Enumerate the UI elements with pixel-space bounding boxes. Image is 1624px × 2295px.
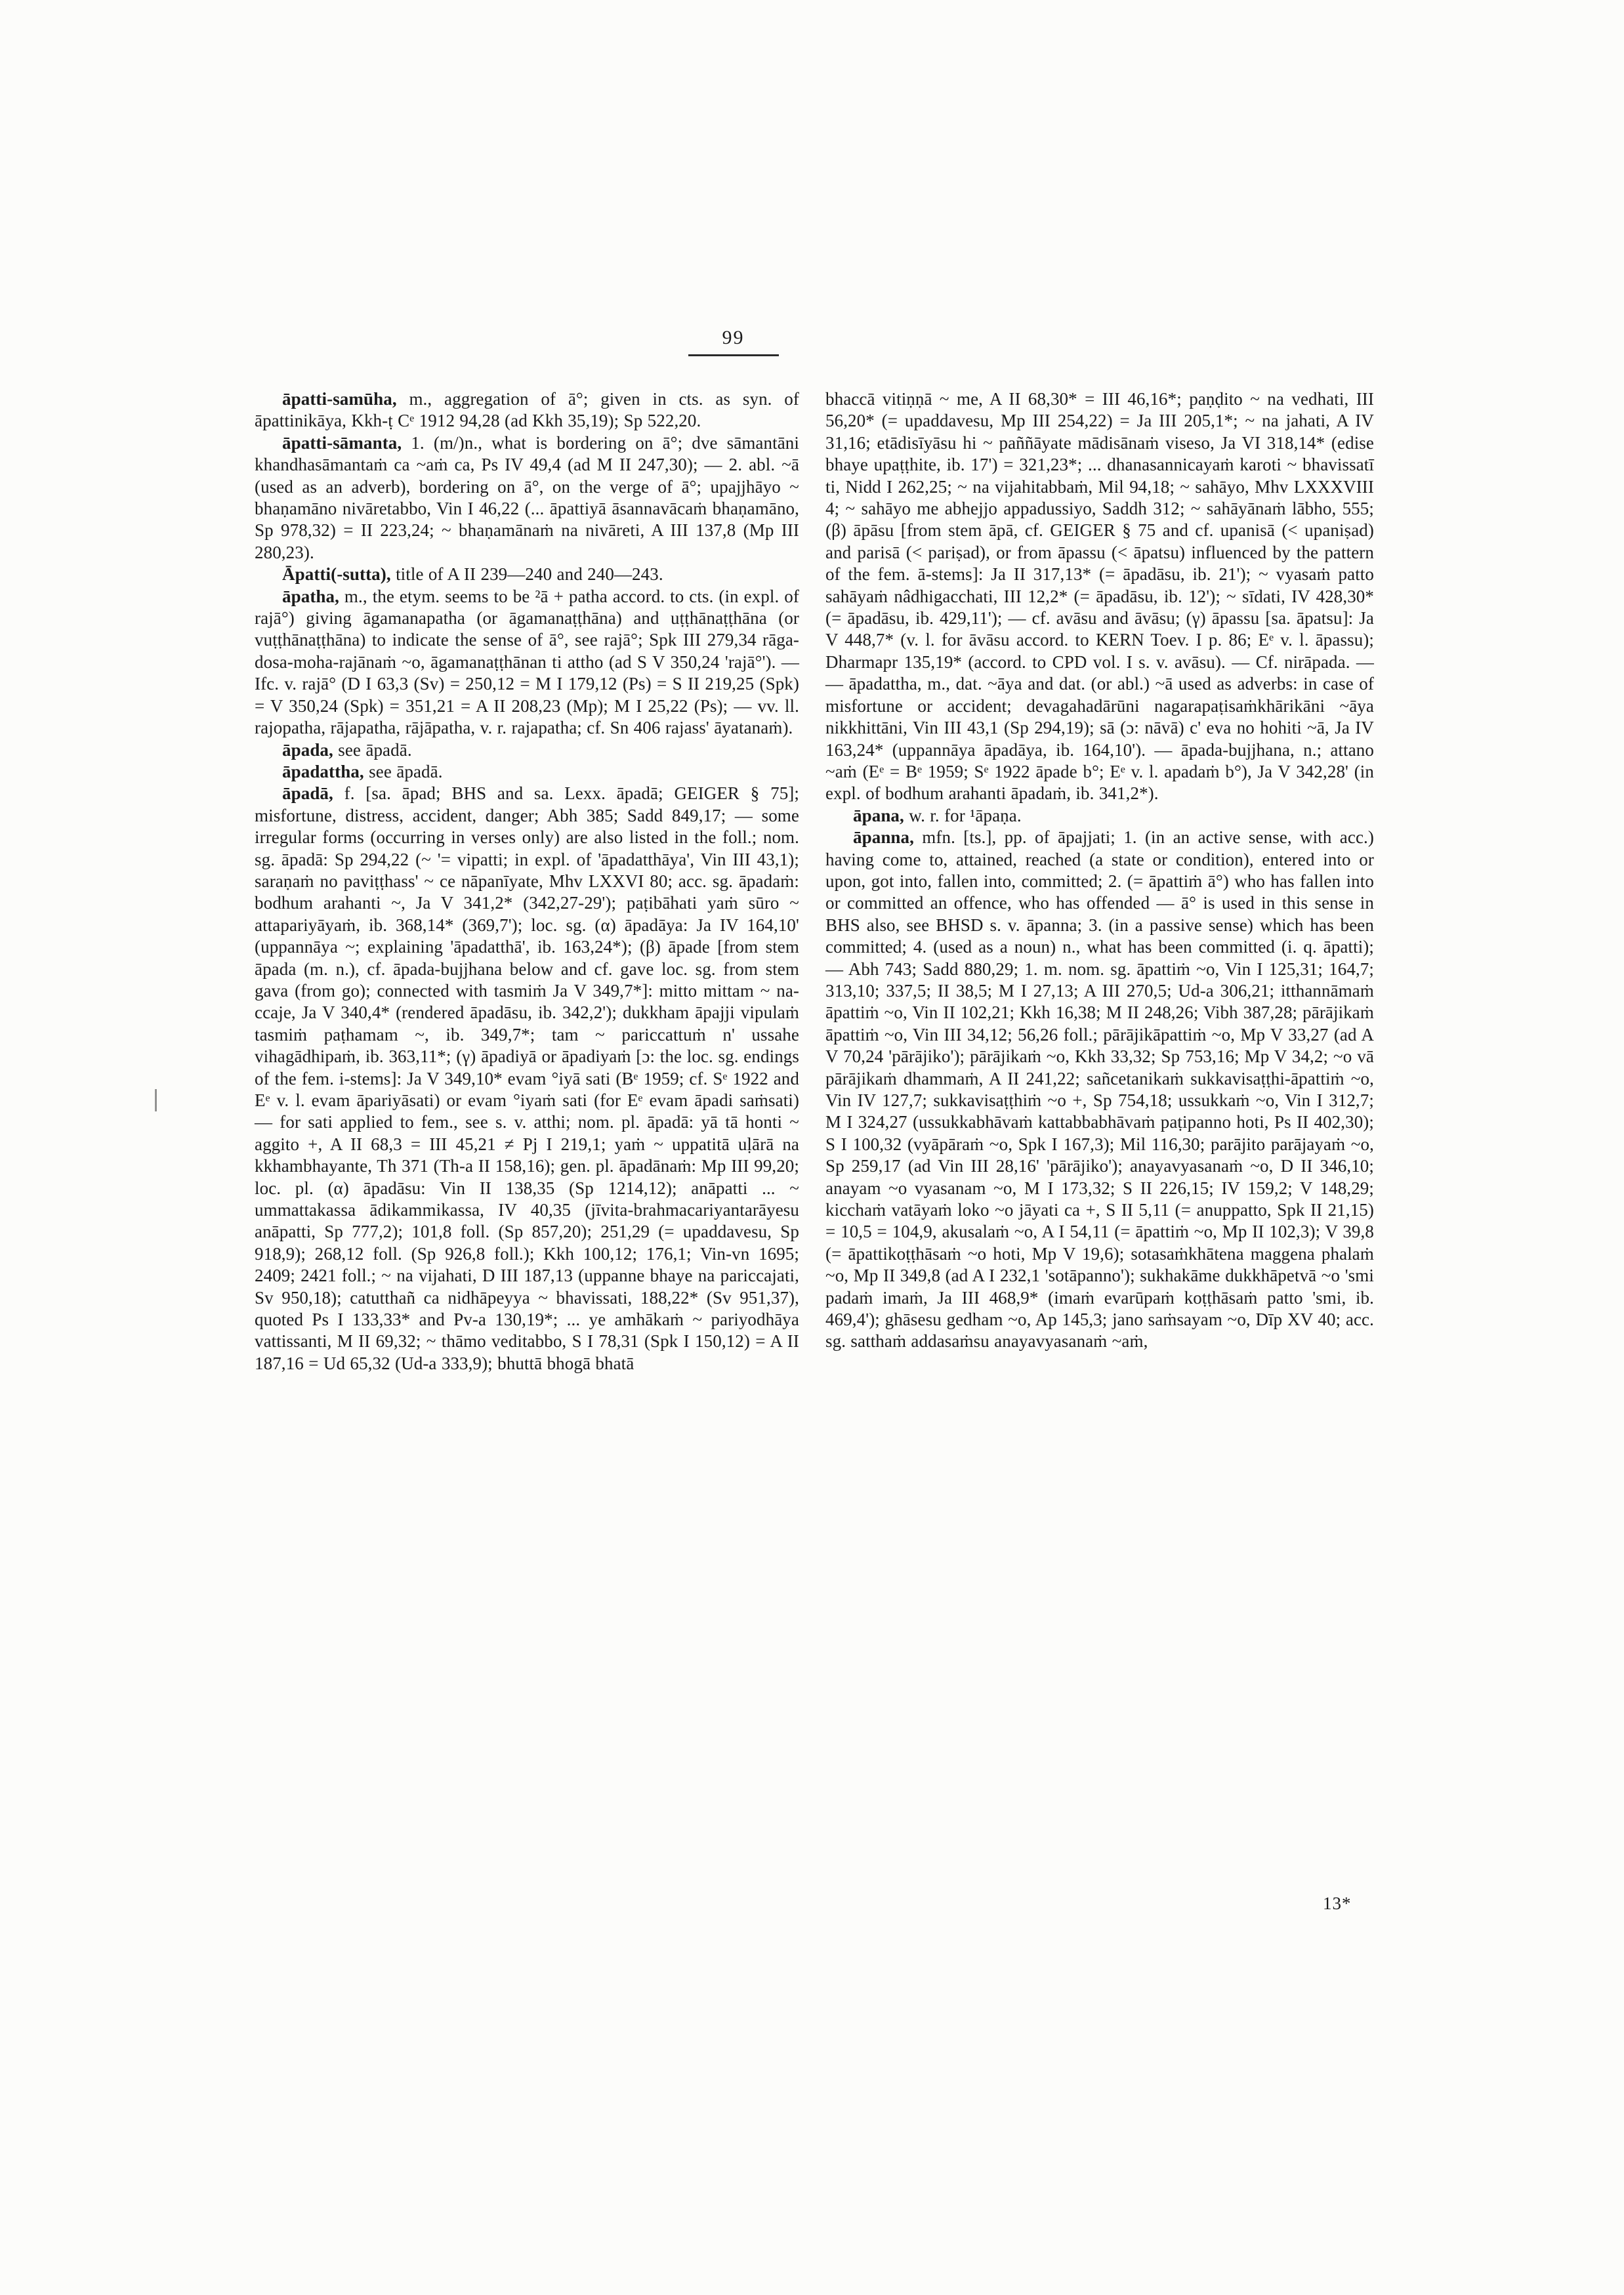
entry-apadattha-xref xyxy=(255,761,799,783)
entry-body: 1. (m/)n., what is bordering on ā°; dve sāmantāni khandhasāmantaṁ ca ~aṁ ca, Ps IV 49,4 (ad M II 247,30); — 2. abl. ~ā (used as an adverb), bordering on ā°, on the verge of ā°; upajjhāyo ~ bhaṇamāno nivāretabbo, Vin I 46,22 (... āpattiyā āsannavācaṁ bhaṇamāno, Sp 978,32) = II 223,24; ~ bhaṇamānaṁ na nivāreti, A III 137,8 (Mp III 280,23). xyxy=(255,432,799,562)
entry-apana xyxy=(825,805,1374,827)
entry-apatti-sutta xyxy=(255,564,799,585)
entry-body: title of A II 239—240 and 240—243. xyxy=(390,564,663,585)
entry-headword: Āpatti(-sutta), xyxy=(282,564,391,585)
entry-body: see āpadā. xyxy=(364,761,443,781)
entry-apatha xyxy=(255,586,799,739)
entry-headword: āpatti-sāmanta, xyxy=(282,432,402,453)
entry-headword: āpatha, xyxy=(282,586,339,606)
entry-apada-xref xyxy=(255,739,799,761)
entry-apatti-samanta xyxy=(255,432,799,564)
entry-body: bhaccā vitiṇṇā ~ me, A II 68,30* = III 46,16*; paṇḍito ~ na vedhati, III 56,20* (= upaddavesu, Mp III 254,22) = Ja III 205,1*; ~ na jahati, A IV 31,16; etādisīyāsu hi ~ paññāyate mādisānaṁ viseso, Ja VI 318,14* (edise bhaye upaṭṭhite, ib. 17') = 321,23*; ... dhanasannicayaṁ karoti ~ bhavissatī ti, Nidd I 262,25; ~ na vijahitabbaṁ, Mil 94,18; ~ sahāyo, Mhv LXXXVIII 4; ~ sahāyo me abhejjo appadussiyo, Saddh 312; ~ sahāyānaṁ lābho, 555; (β) āpāsu [from stem āpā, cf. GEIGER § 75 and cf. upanisā (< upaniṣad) and parisā (< pariṣad), or from āpassu (< āpatsu) influenced by the pattern of the fem. ā-stems]: Ja II 317,13* (= āpadāsu, ib. 21'); ~ vyasaṁ patto sahāyaṁ nâdhigacchati, III 12,2* (= āpadāsu, ib. 12'); ~ sīdati, IV 428,30* (= āpadāsu, ib. 429,11'); — cf. avāsu and āvāsu; (γ) āpassu [sa. āpatsu]: Ja V 448,7* (v. l. for āvāsu accord. to KERN Toev. I p. 86; Eᵉ v. l. āpassu); Dharmapr 135,19* (accord. to CPD vol. I s. v. avāsu). — Cf. nirāpada. — — āpadattha, m., dat. ~āya and dat. (or abl.) ~ā used as adverbs: in case of misfortune or accident; devagahadārūni nagarapaṭisaṁkhārikāni ~āya nikkhittāni, Vin III 43,1 (Sp 294,19); sā (ɔ: nāvā) c' eva no hohiti ~ā, Ja IV 163,24* (uppannāya āpadāya, ib. 164,10'). — āpada-bujjhana, n.; attano ~aṁ (Eᵉ = Bᵉ 1959; Sᵉ 1922 āpade b°; Eᵉ v. l. apadaṁ b°), Ja V 342,28' (in expl. of bodhum arahanti āpadaṁ, ib. 341,2*). xyxy=(825,389,1374,804)
entry-apada xyxy=(255,783,799,1375)
signature-mark: 13* xyxy=(1323,1893,1352,1913)
entry-apatti-samuha xyxy=(255,388,799,432)
left-column xyxy=(255,388,799,1375)
entry-apanna xyxy=(825,827,1374,1353)
entry-body: w. r. for ¹āpaṇa. xyxy=(904,805,1022,825)
entry-headword: āpadā, xyxy=(282,783,333,804)
entry-body: see āpadā. xyxy=(333,739,412,760)
entry-headword: āpatti-samūha, xyxy=(282,389,397,409)
entry-headword: āpadattha, xyxy=(282,761,364,781)
entry-apada-continuation xyxy=(825,388,1374,805)
entry-body: m., aggregation of ā°; given in cts. as syn. of āpattinikāya, Kkh-ṭ Cᵉ 1912 94,28 (ad Kkh 35,19); Sp 522,20. xyxy=(255,389,799,431)
page-number: 99 xyxy=(688,327,779,356)
entry-headword: āpanna, xyxy=(853,827,914,848)
page-header xyxy=(0,327,1467,356)
entry-body: m., the etym. seems to be ²ā + patha accord. to cts. (in expl. of rajā°) giving āgamanapatha (or āgamanaṭṭhāna) and uṭṭhānaṭṭhāna (or vuṭṭhānaṭṭhāna) to indicate the sense of ā°, see rajā°; Spk III 279,34 rāga-dosa-moha-rajānaṁ ~o, āgamanaṭṭhānan ti attho (ad S V 350,24 'rajā°'). — Ifc. v. rajā° (D I 63,3 (Sv) = 250,12 = M I 179,12 (Ps) = S II 219,25 (Spk) = V 350,24 (Spk) = 351,21 = A II 208,23 (Mp); M I 25,22 (Ps); — vv. ll. rajopatha, rājapatha, rājāpatha, v. r. rajapatha; cf. Sn 406 rajass' āyatanaṁ). xyxy=(255,586,799,738)
right-column xyxy=(825,388,1374,1353)
entry-body: mfn. [ts.], pp. of āpajjati; 1. (in an active sense, with acc.) having come to, attained, reached (a state or condition), entered into or upon, got into, fallen into, committed; 2. (= āpattiṁ ā°) who has fallen into or committed an offence, who has offended — ā° is used in this sense in BHS also, see BHSD s. v. āpanna; 3. (in a passive sense) which has been committed; 4. (used as a noun) n., what has been committed (i. q. āpatti); — Abh 743; Sadd 880,29; 1. m. nom. sg. āpattiṁ ~o, Vin I 125,31; 164,7; 313,10; 337,5; II 38,5; M I 27,13; A III 270,5; Ud-a 306,21; itthannāmaṁ āpattiṁ ~o, Vin II 102,21; Kkh 16,38; M II 248,26; Vibh 387,28; pārājikaṁ āpattiṁ ~o, Vin III 34,12; 56,26 foll.; pārājikāpattiṁ ~o, Mp V 33,27 (ad A V 70,24 'pārājiko'); pārājikaṁ ~o, Kkh 33,32; Sp 753,16; Mp V 34,2; ~o vā pārājikaṁ dhammaṁ, A II 241,22; sañcetanikaṁ sukkavisaṭṭhi-āpattiṁ ~o, Vin IV 127,7; sukkavisaṭṭhiṁ ~o +, Sp 754,18; ussukkaṁ ~o, Vin I 312,7; M I 324,27 (ussukkabhāvaṁ kattabbabhāvaṁ paṭipanno hoti, Ps II 402,30); S I 100,32 (vyāpāraṁ ~o, Spk I 167,3); Mil 116,30; parājito parājayaṁ ~o, Sp 259,17 (ad Vin III 28,16' 'pārājiko'); anayavyasanaṁ ~o, D II 346,10; anayam ~o vyasanam ~o, M I 173,32; S II 226,15; IV 159,2; V 148,29; kicchaṁ vatāyaṁ loko ~o jāyati ca +, S II 5,11 (= anuppatto, Spk II 21,15) = 10,5 = 104,9, akusalaṁ ~o, A I 54,11 (= āpattiṁ ~o, Mp II 102,3); V 39,8 (= āpattikoṭṭhāsaṁ ~o hoti, Mp V 19,6); sotasaṁkhātena maggena phalaṁ ~o, Mp II 349,8 (ad A I 232,1 'sotāpanno'); sukhakāme dukkhāpetvā ~o 'smi padaṁ imaṁ, Ja III 468,9* (imaṁ evarūpaṁ koṭṭhāsaṁ patto 'smi, ib. 469,4'); ghāsesu gedham ~o, Ap 145,3; jano saṁsayam ~o, Dīp XV 40; acc. sg. satthaṁ addasaṁsu anayavyasanaṁ ~aṁ, xyxy=(825,827,1374,1352)
margin-tick xyxy=(155,1089,157,1111)
entry-headword: āpana, xyxy=(853,805,904,825)
entry-body: f. [sa. āpad; BHS and sa. Lexx. āpadā; GEIGER § 75]; misfortune, distress, accident, danger; Abh 385; Sadd 849,17; — some irregular forms (occurring in verses only) are also listed in the foll.; nom. sg. āpadā: Sp 294,22 (~ '= vipatti; in expl. of 'āpadatthāya', Vin III 43,1); saraṇaṁ no paviṭṭhass' ~ ce nāpanīyate, Mhv LXXVI 80; acc. sg. āpadaṁ: bodhum arahanti ~, Ja V 341,2* (342,27-29'); paṭibāhati yaṁ sūro ~ attapariyāyaṁ, ib. 368,14* (369,7'); loc. sg. (α) āpadāya: Ja IV 164,10' (uppannāya ~; explaining 'āpadatthā', ib. 163,24*); (β) āpade [from stem āpada (m. n.), cf. āpada-bujjhana below and cf. gave loc. sg. from stem gava (from go); connected with tasmiṁ Ja V 349,7*]: mitto mittam ~ na-ccaje, Ja V 340,4* (rendered āpadāsu, ib. 342,2'); dukkham āpajji vipulaṁ tasmiṁ paṭhamam ~, ib. 349,7*; tam ~ pariccattuṁ n' ussahe vihagādhipaṁ, ib. 363,11*; (γ) āpadiyā or āpadiyaṁ [ɔ: the loc. sg. endings of the fem. i-stems]: Ja V 349,10* evam °iyā sati (Bᵉ 1959; cf. Sᵉ 1922 and Eᵉ v. l. evam āpariyāsati) or evam °iyaṁ sati (for Eᵉ evam āpadi saṁsati) — for sati applied to fem., see s. v. atthi; nom. pl. āpadā: yā tā honti ~ aggito +, A II 68,3 = III 45,21 ≠ Pj I 219,1; yaṁ ~ uppatitā uḷārā na kkhambhayante, Th 371 (Th-a II 158,16); gen. pl. āpadānaṁ: Mp III 99,20; loc. pl. (α) āpadāsu: Vin II 138,35 (Sp 1214,12); anāpatti ... ~ ummattakassa ādikammikassa, IV 40,35 (jīvita-brahmacariyantarāyesu anāpatti, Sp 777,2); 101,8 foll. (Sp 857,20); 251,29 (= upaddavesu, Sp 918,9); 268,12 foll. (Sp 926,8 foll.); Kkh 100,12; 176,1; Vin-vn 1695; 2409; 2421 foll.; ~ na vijahati, D III 187,13 (uppanne bhaye na pariccajati, Sv 950,18); catutthañ ca nidhāpeyya ~ bhavissati, 188,22* (Sv 951,37), quoted Ps I 133,33* and Pv-a 130,19*; ... ye amhākaṁ ~ pariyodhāya vattissanti, M II 69,32; ~ thāmo veditabbo, S I 78,31 (Spk I 150,12) = A II 187,16 = Ud 65,32 (Ud-a 333,9); bhuttā bhogā bhatā xyxy=(255,783,799,1373)
entry-headword: āpada, xyxy=(282,739,333,760)
